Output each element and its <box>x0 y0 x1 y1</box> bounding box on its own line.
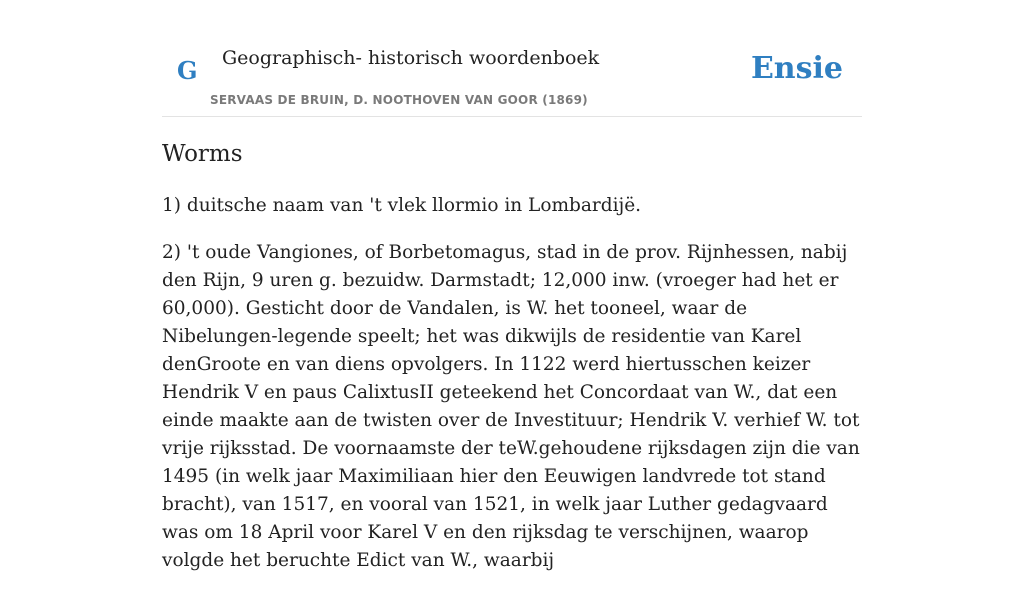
entry-title: Worms <box>162 141 243 167</box>
entry-paragraph-1: 1) duitsche naam van 't vlek llormio in Lombardijë. <box>162 195 642 216</box>
book-title-link[interactable]: Geographisch- historisch woordenboek <box>222 47 600 69</box>
entry-paragraph-2: 2) 't oude Vangiones, of Borbetomagus, stad in de prov. Rijnhessen, nabij den Rijn, 9 uren g. bezuidw. Darmstadt; 12,000 inw. (vroeger had het er 60,000). Gesticht door de Vandalen, is W. het tooneel, waar de Nibelungen-legende speelt; het was dikwijls de residentie van Karel denGroote en van diens opvolgers. In 1122 werd hiertusschen keizer Hendrik V en paus CalixtusII geteekend het Concordaat van W., dat een einde maakte aan de twisten over de Investituur; Hendrik V. verhief W. tot vrije rijksstad. De voornaamste der teW.gehoudene rijksdagen zijn die van 1495 (in welk jaar Maximiliaan hier den Eeuwigen landvrede tot stand bracht), van 1517, en vooral van 1521, in welk jaar Luther gedagvaard was om 18 April voor Karel V en den rijksdag te verschijnen, waarop volgde het beruchte Edict van W., waarbij <box>162 242 860 571</box>
book-authors: SERVAAS DE BRUIN, D. NOOTHOVEN VAN GOOR (1869) <box>210 93 588 107</box>
entry-content <box>162 192 864 594</box>
ensie-logo[interactable]: Ensie <box>750 51 843 86</box>
book-initial-icon[interactable]: G <box>177 56 198 85</box>
site-header <box>162 36 862 117</box>
